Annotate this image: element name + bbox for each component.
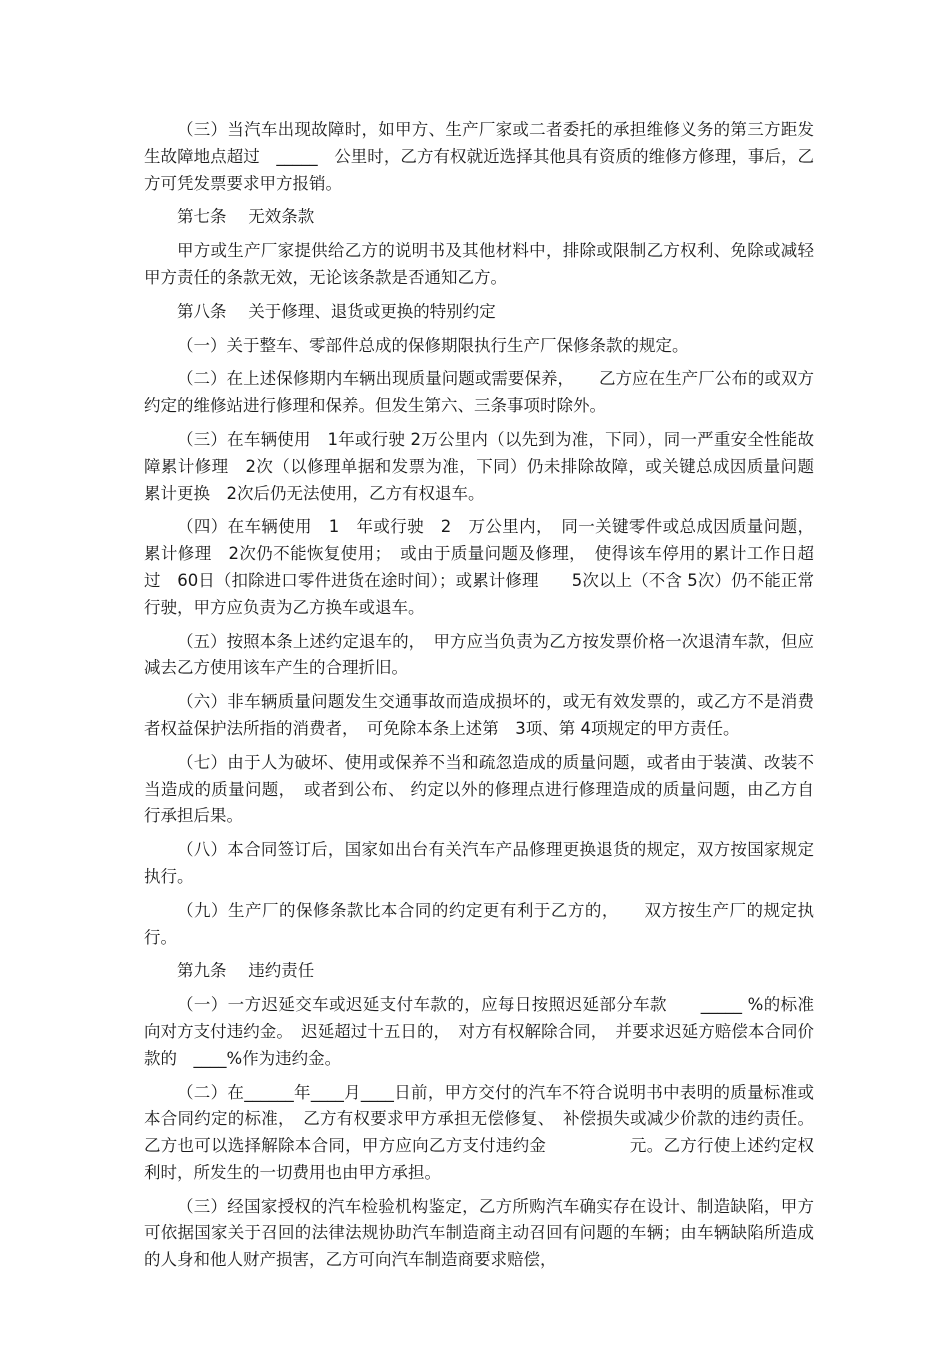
clause-6-3-paragraph: （三）当汽车出现故障时，如甲方、生产厂家或二者委托的承担维修义务的第三方距发生故障地点超过 _____ 公里时，乙方有权就近选择其他具有资质的维修方修理，事后，乙方可凭发票要求甲方报销。: [144, 120, 814, 193]
clause-8-2-paragraph: （二）在上述保修期内车辆出现质量问题或需要保养， 乙方应在生产厂公布的或双方约定的维修站进行修理和保养。但发生第六、三条事项时除外。: [144, 369, 814, 416]
clause-9-1-paragraph: （一）一方迟延交车或迟延支付车款的，应每日按照迟延部分车款 _____ %的标准向对方支付违约金。 迟延超过十五日的， 对方有权解除合同， 并要求迟延方赔偿本合同价款的 ____%作为违约金。: [144, 995, 814, 1068]
clause-9-3-paragraph: （三）经国家授权的汽车检验机构鉴定，乙方所购汽车确实存在设计、制造缺陷，甲方可依据国家关于召回的法律法规协助汽车制造商主动召回有问题的车辆；由车辆缺陷所造成的人身和他人财产损害，乙方可向汽车制造商要求赔偿，: [144, 1196, 814, 1270]
article-7-paragraph: 甲方或生产厂家提供给乙方的说明书及其他材料中，排除或限制乙方权利、免除或减轻甲方责任的条款无效，无论该条款是否通知乙方。: [144, 241, 814, 287]
clause-9-2-paragraph: （二）在______年____月____日前，甲方交付的汽车不符合说明书中表明的质量标准或本合同约定的标准， 乙方有权要求甲方承担无偿修复、 补偿损失或减少价款的违约责任。乙方也可以选择解除本合同，甲方应向乙方支付违约金 元。乙方行使上述约定权利时，所发生的一切费用也由甲方承担。: [144, 1082, 814, 1182]
article-7-heading: 第七条 无效条款: [177, 207, 315, 227]
clause-8-8-paragraph: （八）本合同签订后，国家如出台有关汽车产品修理更换退货的规定，双方按国家规定执行。: [144, 840, 814, 886]
contract-body: [144, 117, 814, 1278]
article-8-heading: 第八条 关于修理、退货或更换的特别约定: [177, 301, 496, 321]
clause-8-3-paragraph: （三）在车辆使用 1年或行驶 2万公里内（以先到为准，下同），同一严重安全性能故障累计修理 2次（以修理单据和发票为准，下同）仍未排除故障，或关键总成因质量问题累计更换 2次后仍无法使用，乙方有权退车。: [144, 429, 814, 503]
article-9-heading: 第九条 违约责任: [177, 961, 315, 981]
clause-8-7-paragraph: （七）由于人为破坏、使用或保养不当和疏忽造成的质量问题，或者由于装潢、改装不当造成的质量问题， 或者到公布、 约定以外的修理点进行修理造成的质量问题，由乙方自行承担后果。: [144, 752, 814, 826]
clause-8-6-paragraph: （六）非车辆质量问题发生交通事故而造成损坏的，或无有效发票的，或乙方不是消费者权益保护法所指的消费者， 可免除本条上述第 3项、第 4项规定的甲方责任。: [144, 692, 814, 738]
clause-8-9-paragraph: （九）生产厂的保修条款比本合同的约定更有利于乙方的， 双方按生产厂的规定执行。: [144, 900, 814, 947]
clause-8-1-paragraph: （一）关于整车、零部件总成的保修期限执行生产厂保修条款的规定。: [177, 335, 689, 355]
clause-8-4-paragraph: （四）在车辆使用 1 年或行驶 2 万公里内， 同一关键零件或总成因质量问题，累计修理 2次仍不能恢复使用； 或由于质量问题及修理， 使得该车停用的累计工作日超过 60日（扣除进口零件进货在途时间）；或累计修理 5次以上（不含 5次）仍不能正常行驶，甲方应负责为乙方换车或退车。: [144, 517, 814, 617]
clause-8-5-paragraph: （五）按照本条上述约定退车的， 甲方应当负责为乙方按发票价格一次退清车款，但应减去乙方使用该车产生的合理折旧。: [144, 631, 814, 678]
